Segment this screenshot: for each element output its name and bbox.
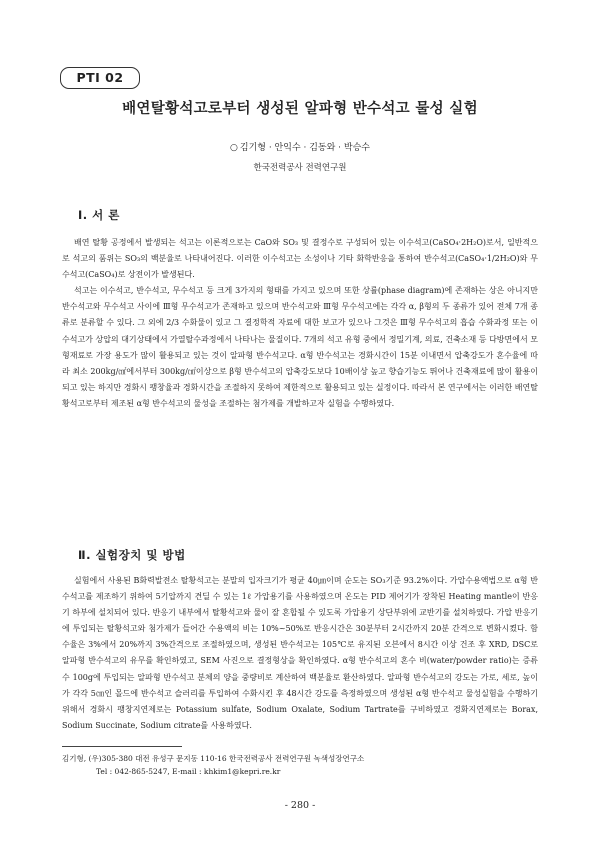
section-body-methods <box>62 573 538 734</box>
section-heading-introduction: Ⅰ. 서 론 <box>78 208 120 222</box>
footnote-divider <box>62 746 182 747</box>
affiliation: 한국전력공사 전력연구원 <box>253 163 347 173</box>
section-body-introduction <box>62 235 538 412</box>
page-number: - 280 - <box>284 800 316 811</box>
paragraph: 석고는 이수석고, 반수석고, 무수석고 등 크게 3가지의 형태를 가지고 있으며 또한 상률(phase diagram)에 존재하는 상은 아니지만 반수석고와 무수석고 사이에 Ⅲ형 무수석고가 존재하고 있으며 반수석고와 Ⅲ형 무수석고에는 각각 α, β형의 두 종류가 있어 전체 7개 종류로 분류할 수 있다. 그 외에 2/3 수화물이 있고 그 결정학적 자료에 대한 보고가 있으나 그것은 Ⅲ형 무수석고의 흡습 수화과정 또는 이수석고가 상압의 대기상태에서 가열탈수과정에서 나타나는 물질이다. 7개의 석고 유형 중에서 정밀기계, 의료, 건축소재 등 다방면에서 모형재료로 가장 용도가 많이 활용되고 있는 것이 알파형 반수석고다. α형 반수석고는 경화시간이 15분 이내면서 압축강도가 혼수율에 따라 최소 200kg/㎠에서부터 300kg/㎠이상으로 β형 반수석고의 압축강도보다 10배이상 높고 향습기능도 뛰어나 건축재료에 많이 활용이 되고 있는 하지만 경화시 팽창율과 경화시간을 조절하지 못하여 제한적으로 활용되고 있는 실정이다. 따라서 본 연구에서는 이러한 배연탈황석고로부터 제조된 α형 반수석고의 물성을 조절하는 첨가제를 개발하고자 실험을 수행하였다. <box>62 286 538 408</box>
paragraph: 배연 탈황 공정에서 발생되는 석고는 이론적으로는 CaO와 SO₃ 및 결정수로 구성되어 있는 이수석고(CaSO₄·2H₂O)로서, 일반적으로 석고의 품위는 SO₃의 백분율로 나타내어진다. 이러한 이수석고는 소성이나 기타 화학반응을 통하여 반수석고(CaSO₄·1/2H₂O)와 무수석고(CaSO₄)로 상전이가 발생된다. <box>62 238 538 280</box>
paper-title: 배연탈황석고로부터 생성된 알파형 반수석고 물성 실험 <box>122 101 478 117</box>
footnote <box>62 752 538 778</box>
footnote-contact: Tel : 042-865-5247, E-mail : khkim1@kepri.re.kr <box>96 767 281 776</box>
author-list <box>0 140 600 153</box>
presenter-mark: ○ <box>230 143 238 153</box>
session-code-badge: PTI 02 <box>60 67 140 89</box>
author-names: 김기형 · 안익수 · 김동와 · 박승수 <box>239 143 370 153</box>
paragraph: 실험에서 사용된 B화력발전소 탈황석고는 분말의 입자크기가 평균 40㎛이며 순도는 SO₃기준 93.2%이다. 가압수용액법으로 α형 반수석고를 제조하기 위하여 5기압까지 견딜 수 있는 1ℓ 가압용기를 사용하였으며 온도는 PID 제어기가 장착된 Heating mantle이 반응기 하부에 설치되어 있다. 반응기 내부에서 탈황석고와 물이 잘 혼합될 수 있도록 가압용기 상단부위에 교반기를 설치하였다. 가압 반응기에 투입되는 탈황석고와 첨가제가 들어간 수용액의 비는 10%~50%로 반응시간은 30분부터 2시간까지 20분 간격으로 변화시켰다. 함수율은 3%에서 20%까지 3%간격으로 조절하였으며, 생성된 반수석고는 105℃로 유지된 오븐에서 8시간 이상 건조 후 XRD, DSC로 알파형 반수석고의 유무를 확인하였고, SEM 사진으로 결정형상을 확인하였다. α형 반수석고의 혼수 비(water/powder ratio)는 증류수 100g에 투입되는 알파형 반수석고 분체의 양을 중량비로 계산하여 백분율로 환산하였다. 알파형 반수석고의 강도는 가로, 세로, 높이가 각각 5㎝인 몰드에 반수석고 슬러리를 투입하여 수화시킨 후 48시간 강도를 측정하였으며 생성된 α형 반수석고 물성실험을 수행하기 위해서 경화시 팽창지연제로는 Potassium sulfate, Sodium Oxalate, Sodium Tartrate를 구비하였고 경화지연제로는 Borax, Sodium Succinate, Sodium citrate를 사용하였다. <box>62 576 538 730</box>
footnote-address: 김기형, (우)305-380 대전 유성구 문지동 110-16 한국전력공사 전력연구원 녹색성장연구소 <box>62 754 365 763</box>
section-heading-methods: Ⅱ. 실험장치 및 방법 <box>78 548 186 562</box>
